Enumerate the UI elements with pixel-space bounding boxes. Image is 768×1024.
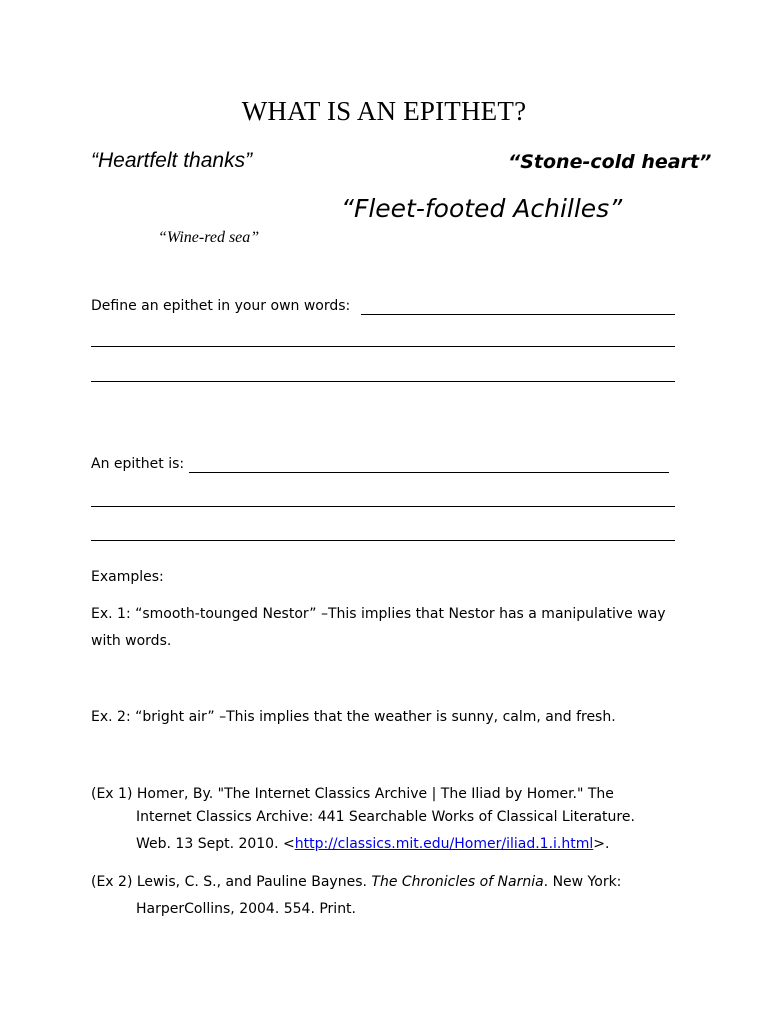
example-2: Ex. 2: “bright air” –This implies that the weather is sunny, calm, and fresh. [91,709,616,725]
quote-wine-red-sea: “Wine-red sea” [158,229,260,246]
define-epithet-label: Define an epithet in your own words: [91,298,351,314]
citation-1-web-prefix: Web. 13 Sept. 2010. < [136,836,295,852]
citation-1-line-2: Internet Classics Archive: 441 Searchable Works of Classical Literature. [136,809,635,825]
define-answer-line-3[interactable] [91,381,675,382]
epithet-is-answer-line-1[interactable] [189,472,669,473]
iliad-link[interactable]: http://classics.mit.edu/Homer/iliad.1.i.html [294,836,594,852]
citation-2-line-2: HarperCollins, 2004. 554. Print. [136,901,357,917]
quote-heartfelt-thanks: “Heartfelt thanks” [91,149,253,172]
define-answer-line-2[interactable] [91,346,675,347]
citation-1-line-1: (Ex 1) Homer, By. "The Internet Classics Archive | The Iliad by Homer." The [91,786,614,802]
quote-stone-cold-heart: “Stone-cold heart” [508,151,712,173]
quote-fleet-footed-achilles: “Fleet-footed Achilles” [341,194,623,223]
epithet-is-answer-line-2[interactable] [91,506,675,507]
define-answer-line-1[interactable] [361,314,675,315]
epithet-is-answer-line-3[interactable] [91,540,675,541]
citation-2-publisher-city: . New York: [543,874,622,890]
epithet-is-label: An epithet is: [91,456,185,472]
citation-1-line-3 [136,833,609,856]
page-title: WHAT IS AN EPITHET? [241,96,527,126]
citation-2-line-1 [91,871,621,894]
citation-1-web-suffix: >. [593,836,610,852]
example-1-line-2: with words. [91,633,172,649]
examples-heading: Examples: [91,569,164,585]
citation-2-book-title: The Chronicles of Narnia [371,874,544,890]
example-1-line-1: Ex. 1: “smooth-tounged Nestor” –This implies that Nestor has a manipulative way [91,606,666,622]
citation-2-authors: (Ex 2) Lewis, C. S., and Pauline Baynes. [91,874,372,890]
